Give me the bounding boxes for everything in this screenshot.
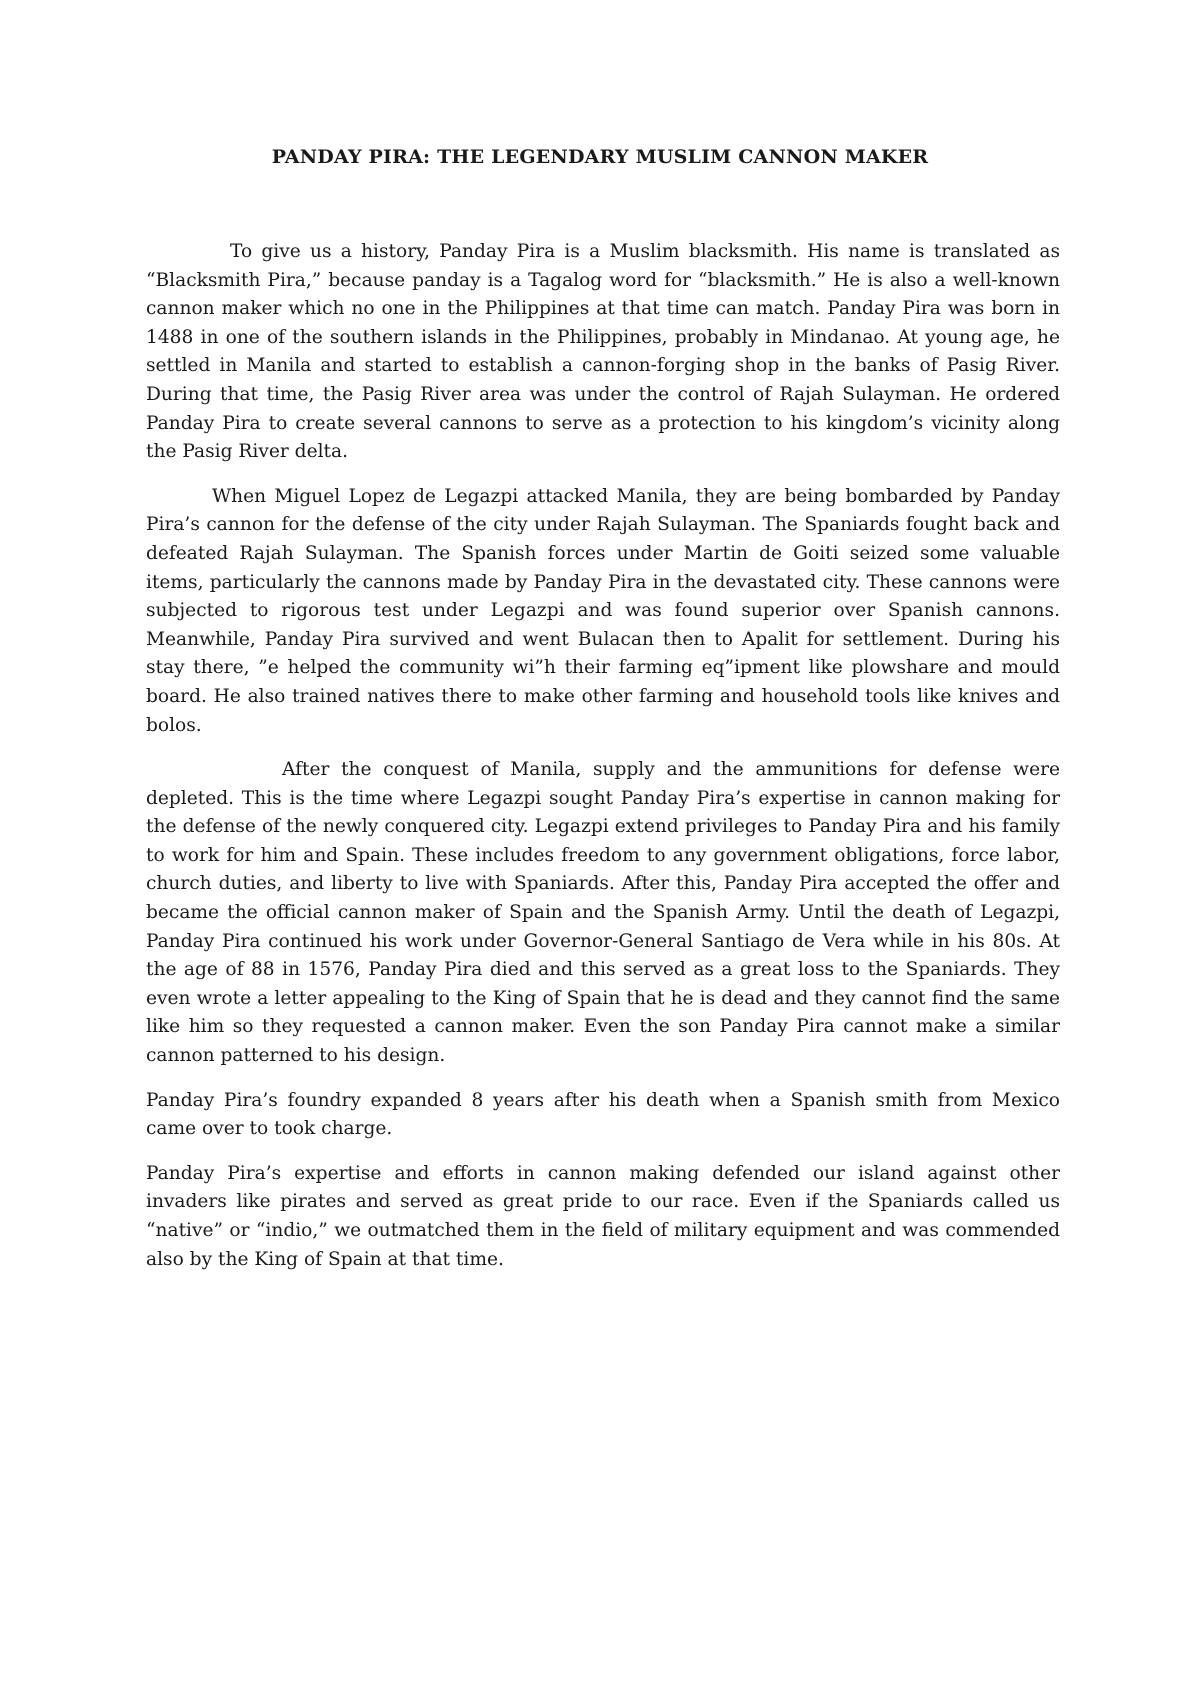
paragraph-conquest: After the conquest of Manila, supply and the ammunitions for defense were depleted. This is the time where Legazpi sought Panday Pira’s expertise in cannon making for the defense of the newly conquered city. Legazpi extend privileges to Panday Pira and his family to work for him and Spain. These includes freedom to any government obligations, force labor, church duties, and liberty to live with Spaniards. After this, Panday Pira accepted the offer and became the official cannon maker of Spain and the Spanish Army. Until the death of Legazpi, Panday Pira continued his work under Governor-General Santiago de Vera while in his 80s. At the age of 88 in 1576, Panday Pira died and this served as a great loss to the Spaniards. They even wrote a letter appealing to the King of Spain that he is dead and they cannot find the same like him so they requested a cannon maker. Even the son Panday Pira cannot make a similar cannon patterned to his design. <box>146 759 1060 1067</box>
document-title: PANDAY PIRA: THE LEGENDARY MUSLIM CANNON MAKER <box>271 146 929 168</box>
paragraph-history: To give us a history, Panday Pira is a Muslim blacksmith. His name is translated as “Blacksmith Pira,” because panday is a Tagalog word for “blacksmith.” He is also a well-known cannon maker which no one in the Philippines at that time can match. Panday Pira was born in 1488 in one of the southern islands in the Philippines, probably in Mindanao. At young age, he settled in Manila and started to establish a cannon-forging shop in the banks of Pasig River. During that time, the Pasig River area was under the control of Rajah Sulayman. He ordered Panday Pira to create several cannons to serve as a protection to his kingdom’s vicinity along the Pasig River delta. <box>146 241 1060 463</box>
paragraph-foundry: Panday Pira’s foundry expanded 8 years after his death when a Spanish smith from Mexico came over to took charge. <box>146 1089 1060 1140</box>
paragraph-legazpi-attack: When Miguel Lopez de Legazpi attacked Manila, they are being bombarded by Panday Pira’s cannon for the defense of the city under Rajah Sulayman. The Spaniards fought back and defeated Rajah Sulayman. The Spanish forces under Martin de Goiti seized some valuable items, particularly the cannons made by Panday Pira in the devastated city. These cannons were subjected to rigorous test under Legazpi and was found superior over Spanish cannons. Meanwhile, Panday Pira survived and went Bulacan then to Apalit for settlement. During his stay there, ”e helped the community wi”h their farming eq”ipment like plowshare and mould board. He also trained natives there to make other farming and household tools like knives and bolos. <box>146 485 1060 736</box>
paragraph-conclusion: Panday Pira’s expertise and efforts in cannon making defended our island against other invaders like pirates and served as great pride to our race. Even if the Spaniards called us “native” or “indio,” we outmatched them in the field of military equipment and was commended also by the King of Spain at that time. <box>146 1162 1060 1270</box>
document-body <box>146 238 1060 1290</box>
